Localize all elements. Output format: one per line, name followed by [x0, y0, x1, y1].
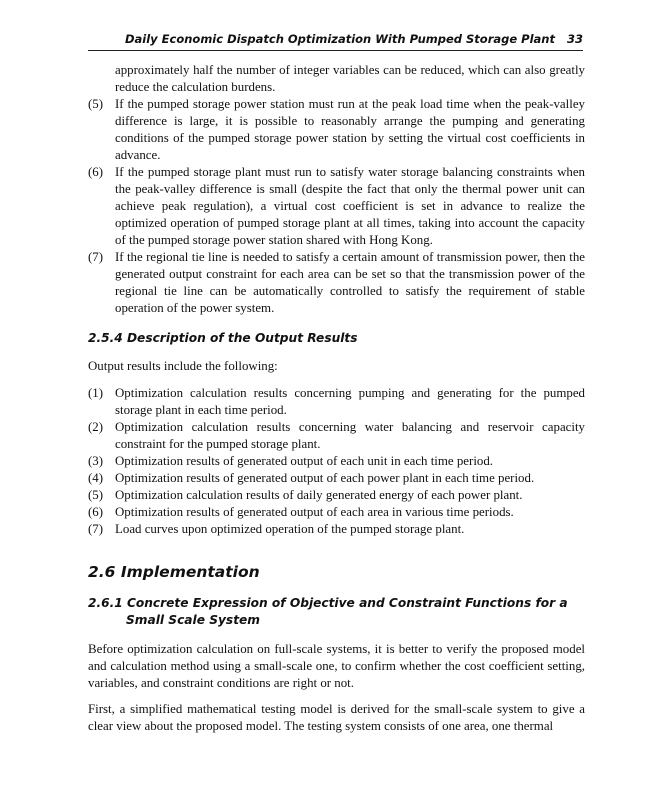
- list-text: If the regional tie line is needed to satisfy a certain amount of transmission power, then the generated output constraint for each area can be set so that the transmission power of the regional tie line can be automatically controlled to satisfy the requirement of stable operation of the power system.: [115, 250, 585, 315]
- list-item: [88, 164, 585, 249]
- section-heading-2-5-4: 2.5.4 Description of the Output Results: [88, 331, 358, 345]
- list-number: (5): [88, 97, 104, 111]
- list-item: [88, 419, 585, 453]
- list-number: (1): [88, 386, 104, 400]
- list-item: [88, 504, 585, 521]
- list-number: (5): [88, 488, 104, 502]
- running-header: [88, 32, 583, 51]
- list-number: (4): [88, 471, 104, 485]
- paragraph: First, a simplified mathematical testing model is derived for the small-scale system to give a clear view about the proposed model. The testing system consists of one area, one thermal: [88, 702, 585, 733]
- list-number: (3): [88, 454, 104, 468]
- list-item: [88, 96, 585, 164]
- constraint-list: [88, 62, 585, 317]
- section-heading-2-6-1: [88, 595, 568, 629]
- list-item-continuation: approximately half the number of integer variables can be reduced, which can also greatly reduce the calculation burdens.: [115, 63, 585, 94]
- heading-line: Small Scale System: [126, 613, 260, 627]
- list-number: (6): [88, 505, 104, 519]
- heading-line: 2.6.1 Concrete Expression of Objective and Constraint Functions for a: [88, 596, 568, 610]
- list-number: (2): [88, 420, 104, 434]
- list-number: (7): [88, 522, 104, 536]
- list-number: (7): [88, 250, 104, 264]
- paragraph: Before optimization calculation on full-scale systems, it is better to verify the proposed model and calculation method using a small-scale one, to confirm whether the cost coefficient setting, variables, and constraint conditions are right or not.: [88, 642, 585, 690]
- list-item: [88, 249, 585, 317]
- list-item: [88, 521, 585, 538]
- list-text: Optimization results of generated output of each unit in each time period.: [115, 454, 494, 468]
- list-text: Load curves upon optimized operation of the pumped storage plant.: [115, 522, 465, 536]
- list-text: Optimization calculation results concerning pumping and generating for the pumped storage plant in each time period.: [115, 386, 585, 417]
- output-results-list: [88, 385, 585, 538]
- list-text: Optimization calculation results concerning water balancing and reservoir capacity constraint for the pumped storage plant.: [115, 420, 585, 451]
- paragraph: Output results include the following:: [88, 359, 278, 373]
- page-number: 33: [566, 32, 583, 46]
- section-heading-2-6: 2.6 Implementation: [88, 563, 260, 581]
- body-paragraph-1: [88, 641, 585, 692]
- list-text: If the pumped storage power station must run at the peak load time when the peak-valley difference is large, it is possible to reasonably arrange the pumping and generating conditions of the pumped storage power station by setting the virtual cost coefficients in advance.: [115, 97, 585, 162]
- list-text: If the pumped storage plant must run to satisfy water storage balancing constraints when the peak-valley difference is small (despite the fact that only the thermal power unit can achieve peak regulation), a virtual cost coefficient is set in advance to realize the optimized operation of pumped storage plant at all times, taking into account the capacity of the pumped storage power station shared with Hong Kong.: [115, 165, 585, 247]
- list-item: [88, 487, 585, 504]
- list-item: [88, 470, 585, 487]
- running-header-title: Daily Economic Dispatch Optimization With Pumped Storage Plant: [124, 32, 555, 46]
- list-text: Optimization calculation results of daily generated energy of each power plant.: [115, 488, 523, 502]
- list-text: Optimization results of generated output of each area in various time periods.: [115, 505, 514, 519]
- body-paragraph-2: [88, 701, 585, 735]
- list-number: (6): [88, 165, 104, 179]
- output-intro: [88, 358, 585, 375]
- list-text: Optimization results of generated output of each power plant in each time period.: [115, 471, 535, 485]
- list-item: [88, 453, 585, 470]
- list-item: [88, 385, 585, 419]
